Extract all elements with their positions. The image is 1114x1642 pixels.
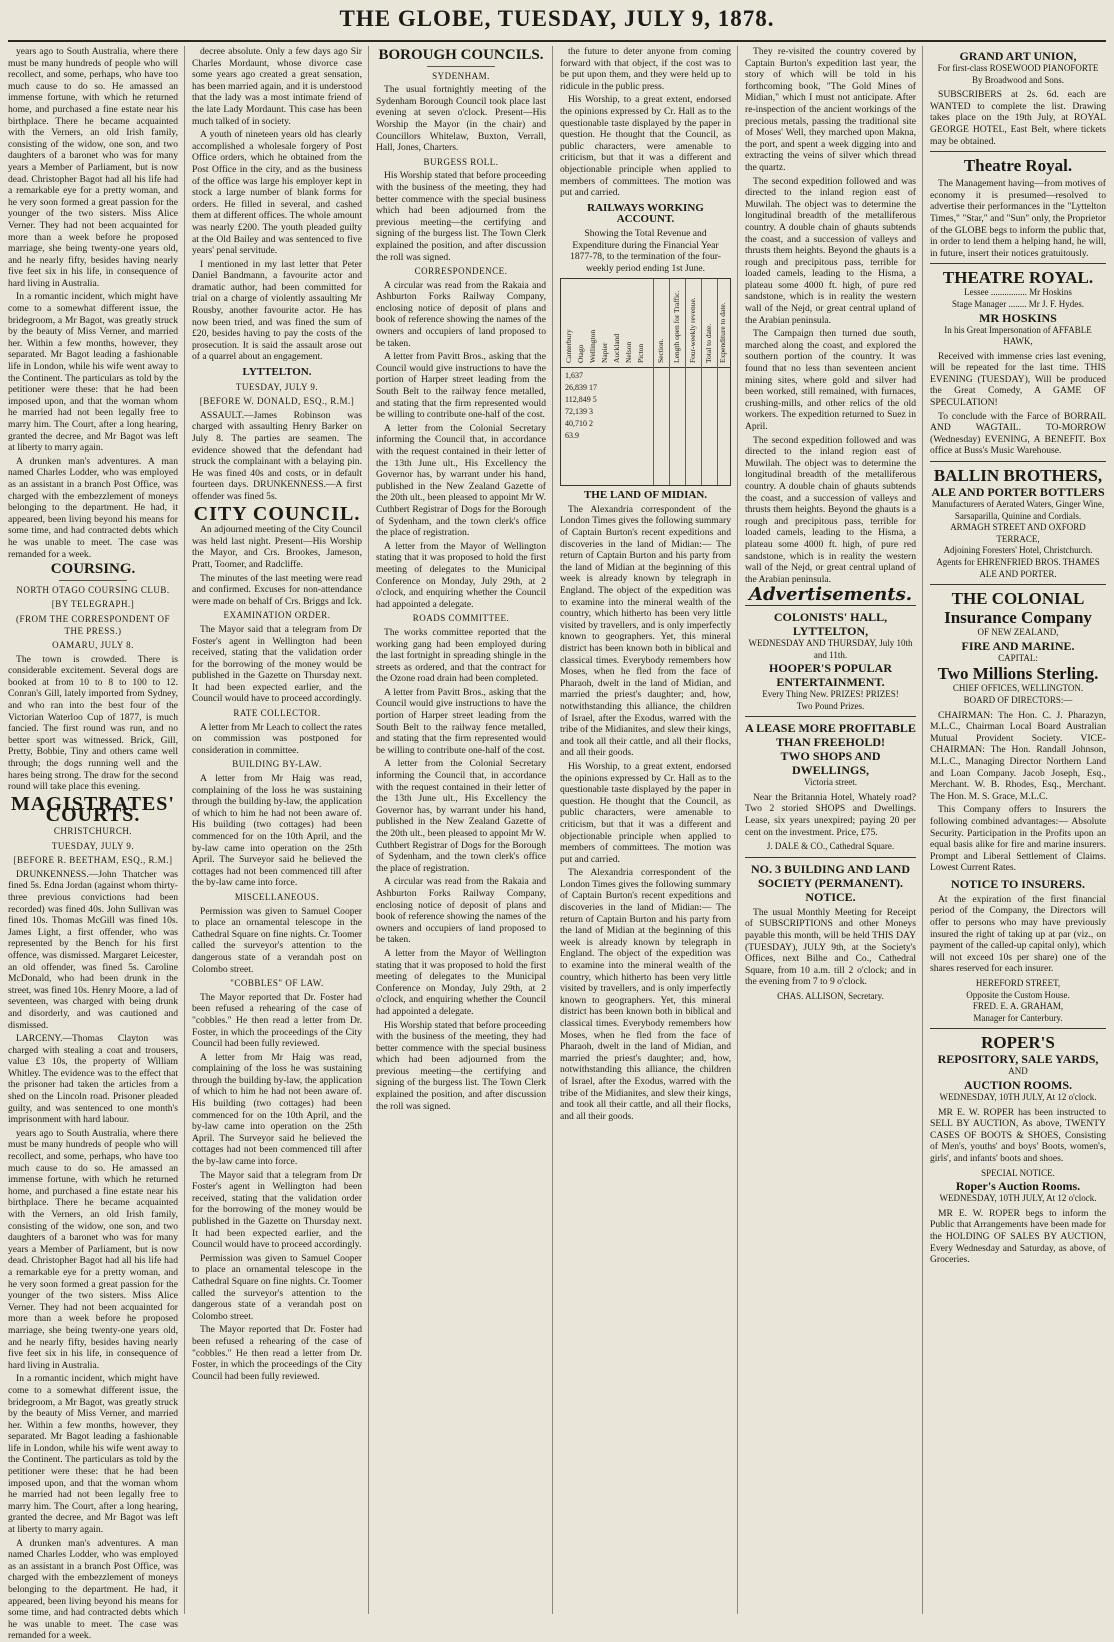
section-subheading: MISCELLANEOUS. xyxy=(234,891,320,902)
article-text: A circular was read from the Rakaia and Ashburton Forks Railway Company, enclosing notice of deposit of plans and book of reference showing the names of the owners and occupiers of land proposed to be taken. xyxy=(376,876,546,946)
article-text: The town is crowded. There is considerable excitement. Several dogs are booked at from 10 to 8 to 100 to 12. Conran's Gill, lately imported from Sydney, and who ran into the best four of the Victorian Waterloo Cup of 1877, is much fancied. The first round was run, and no better sport was witnessed. Brick, Gill, Pretty, Bobbie, Tiny and others came well through; the dogs running well and the hares being strong. The draw for the second round will take place this evening. xyxy=(8,653,178,793)
article-text: A drunken man's adventures. A man named Charles Lodder, who was employed as an assistant in a branch Post Office, was charged with the embezzlement of moneys belonging to the department. He had, it appeared, been living beyond his means for some time, and had contracted debts which he was unable to meet. The case was remanded for a week. xyxy=(8,455,178,560)
theatre-ad xyxy=(930,156,1106,175)
court-date: TUESDAY, JULY 9. xyxy=(235,381,319,392)
divider xyxy=(930,461,1106,462)
ad-line: Opposite the Custom House. xyxy=(966,989,1070,1000)
ad-line: Agents for EHRENFRIED BROS. THAMES ALE AND PORTER. xyxy=(936,557,1100,579)
lyttelton-heading: LYTTELTON. xyxy=(242,366,312,379)
lease-ad xyxy=(745,721,916,789)
ad-line: WEDNESDAY, 10TH JULY, At 12 o'clock. xyxy=(939,1092,1097,1102)
railways-table xyxy=(560,278,731,486)
article-text: His Worship stated that before proceeding with the business of the meeting, they had better commence with the special business which had been adjourned from the previous meeting—the certifying and signing of the burgess list. The Town Clerk explained the position, and after discussion the roll was signed. xyxy=(376,170,546,263)
article-text: His Worship, to a great extent, endorsed the opinions expressed by Cr. Hall as to the questionable taste displayed by the paper in question. He thought that the Council, as public characters, were amenable to criticism, but that it was a different and objectionable principle when applied to members of committees. The motion was put and carried. xyxy=(560,94,731,199)
railways-heading: RAILWAYS WORKING ACCOUNT. xyxy=(587,201,704,226)
ad-heading: ALE AND PORTER BOTTLERS xyxy=(931,485,1105,500)
advertisements-heading: Advertisements. xyxy=(749,584,912,606)
article-text: The Mayor said that a telegram from Dr Foster's agent in Wellington had been received, stating that the validation order for the borrowing of the money would be published in the Gazette on Thursday next. It had been expected earlier, and the Council would have to proceed accordingly. xyxy=(192,623,362,705)
article-text: A letter from the Colonial Secretary informing the Council that, in accordance with the request contained in their letter of the 13th June ult., His Excellency the Governor has, by warrant under his hand, published in the New Zealand Gazette of the 20th ult., been pleased to appoint Mr W. Cuthbert Registrar of Dogs for the Borough of Sydenham, and the town clerk's office the place of registration. xyxy=(376,758,546,874)
table-row-label: Canterbury xyxy=(564,329,573,364)
column-rule xyxy=(922,46,923,1614)
art-union-ad xyxy=(930,49,1106,86)
ad-text: SUBSCRIBERS at 2s. 6d. each are WANTED to complete the list. Drawing takes place on the 19th July, at ROYAL GEORGE HOTEL, East Belt, where tickets may be obtained. xyxy=(930,89,1106,147)
ad-heading: BALLIN BROTHERS, xyxy=(933,466,1103,486)
insurance-ad xyxy=(930,589,1106,706)
ad-text: CHAIRMAN: The Hon. C. J. Pharazyn, M.L.C., Chairman Local Board Australian Mutual Provident Society. VICE-CHAIRMAN: The Hon. Randall Johnson, M.L.C., Managing Director Northern Land and Loan Company. Jacob Joseph, Esq., Merchant. W. B. Rhodes, Esq., Merchant. The Hon. M. S. Grace, M.L.C. xyxy=(930,709,1106,802)
article-text: A drunken man's adventures. A man named Charles Lodder, who was employed as an assistant in a branch Post Office, was charged with the embezzlement of moneys belonging to the department. He had, it appeared, been living beyond his means for some time, and had contracted debts which he was unable to meet. The case was remanded for a week. xyxy=(8,1537,178,1642)
article-text: A letter from the Colonial Secretary informing the Council that, in accordance with the request contained in their letter of the 13th June ult., His Excellency the Governor has, by warrant under his hand, published in the New Zealand Gazette of the 20th ult., been pleased to appoint Mr W. Cuthbert Registrar of Dogs for the Borough of Sydenham, and the town clerk's office the place of registration. xyxy=(376,422,546,539)
column-4 xyxy=(560,46,731,1614)
column-rule xyxy=(737,46,738,1614)
ad-line: SPECIAL NOTICE. xyxy=(981,1167,1055,1178)
table-column xyxy=(685,279,686,485)
ad-heading: NO. 3 BUILDING AND LAND SOCIETY (PERMANENT). xyxy=(750,861,911,890)
ad-line: Victoria street. xyxy=(804,777,857,788)
ad-heading: ROPER'S xyxy=(981,1033,1055,1053)
ad-line: CHIEF OFFICES, WELLINGTON. xyxy=(952,683,1084,694)
section-subheading: RATE COLLECTOR. xyxy=(233,708,321,719)
table-cell: 72,139 3 xyxy=(565,407,593,417)
section-subheading: "COBBLES" OF LAW. xyxy=(230,978,324,989)
city-council-heading: CITY COUNCIL. xyxy=(193,502,361,525)
ad-line: Two Pound Prizes. xyxy=(796,700,865,711)
column-1 xyxy=(8,46,178,1642)
divider xyxy=(427,66,495,67)
ad-heading: Insurance Company xyxy=(944,608,1092,628)
ad-line: ARMAGH STREET AND OXFORD TERRACE, xyxy=(950,522,1086,544)
ad-heading: A LEASE MORE PROFITABLE THAN FREEHOLD! xyxy=(745,721,916,750)
ad-text: To conclude with the Farce of BORRAIL AND WAGTAIL. TO-MORROW (Wednesday) EVENING, A BENEFIT. Box office at Buss's Music Warehouse. xyxy=(930,410,1106,457)
divider xyxy=(59,580,127,581)
article-text: years ago to South Australia, where there must be many hundreds of people who will recollect, and some, perhaps, who have too much cause to do so. He amassed an immense fortune, with which he returned home, and purchased a fine estate near his birthplace. There he became acquainted with the Verners, an old Irish family, consisting of the widow, one son, and two daughters of a baronet who was for many years a Member of Parliament, but is now dead. Christopher Bagot had all his life had a remarkable eye for a pretty woman, and he very soon formed a great passion for the younger of the two sisters. Miss Alice Verner. They had not been acquainted for more than a week before he proposed marriage, she being twenty-one years old, and he nearly fifty, besides having nearly five feet six in his life, in consequence of hard living in Australia. xyxy=(8,1127,178,1371)
article-text: ASSAULT.—James Robinson was charged with assaulting Henry Barker on July 8. The parties are seamen. The evidence showed that the defendant had struck the complainant with a belaying pin. He was fined 40s and costs, or in default fourteen days. DRUNKENNESS.—A first offender was fined 5s. xyxy=(192,409,362,502)
column-3 xyxy=(376,46,546,1614)
telegraph-line: [BY TELEGRAPH.] xyxy=(51,599,135,610)
table-column-header: Four-weekly revenue. xyxy=(688,297,697,364)
ad-heading: AUCTION ROOMS. xyxy=(963,1078,1072,1092)
article-text: They re-visited the country covered by Captain Burton's expedition last year, the story of which will be told in his forthcoming book, "The Gold Mines of Midian," which I must not anticipate. After re-inspection of the ancient workings of the precious metals, passing the traditional site of Moses' Well, they marched upon Makna, the port, and spent a week digging into and extracting the veins of silver which thread the quartz. xyxy=(745,46,916,173)
divider xyxy=(930,263,1106,264)
ad-line: BOARD OF DIRECTORS:— xyxy=(963,694,1073,705)
section-subheading: ROADS COMMITTEE. xyxy=(412,613,510,624)
article-text: Permission was given to Samuel Cooper to place an ornamental telescope in the Cathedral Square on fine nights. Cr. Toomer called the surveyor's attention to the dangerous state of a verandah post on Colombo street. xyxy=(192,905,362,975)
article-text: The Alexandria correspondent of the London Times gives the following summary of Captain Burton's recent expeditions and discoveries in the land of Midian:— The return of Captain Burton and his party from the land of Midian at the beginning of this week is already known by telegraph in England. The object of the expedition was to examine into the mineral wealth of the country, which hitherto has been very little visited by travellers, and is only imperfectly known to geographers. Yet, this mineral district has been known both in biblical and classical times. Everybody remembers how Moses, when he fled from the face of Pharaoh, dwelt in the land of Midian, and married the priest's daughter; and, how, notwithstanding this alliance, the children of Israel, after the Exodus, warred with the tribe of the Midianites, and slew their kings, and took all their cattle, and all their flocks, and all their goods. xyxy=(560,867,731,1122)
ad-text: The Management having—from motives of economy it is presumed—resolved to advertise their performances in the "Lyttelton Times," "Star," and "Sun" only, the Proprietor of the GLOBE begs to inform the public that, in order to lend them a helping hand, he will, in future, insert their notices gratuitously. xyxy=(930,178,1106,259)
article-text: In a romantic incident, which might have come to a somewhat different issue, the bridegroom, a Mr Bagot, was greatly struck by the beauty of Miss Verner, and married her. Within a few months, however, they separated. Mr Bagot leading a fashionable life in London, while his wife went away to the Continent. The particulars as told by the petitioner were these: that he had been imposed upon, and that the woman whom he married had not been legally free to marry him. The Court, after a long hearing, granted the decree, and Mr Bagot was left at liberty to marry again. xyxy=(8,291,178,454)
court-before: [BEFORE R. BEETHAM, ESQ., R.M.] xyxy=(13,855,173,866)
table-row-label: Auckland xyxy=(612,334,621,364)
divider xyxy=(930,1028,1106,1029)
table-column xyxy=(653,279,654,485)
ad-text: This Company offers to Insurers the following combined advantages:— Absolute Security. Participation in the Profits upon an equal basis alike for fire and marine insurers. Prompt and Liberal Settlement of Claims. Lowest Current Rates. xyxy=(930,804,1106,874)
article-text: A letter from Mr Haig was read, complaining of the loss he was sustaining through the building by-law, the application of which to him he had not been aware of. His building (two cottages) had been commenced for on the 10th April, and the by-law came into operation on the 25th April. The Surveyor said he believed the cottages had not been commenced till after the by-law came into force. xyxy=(192,773,362,889)
divider xyxy=(745,857,916,858)
column-2 xyxy=(192,46,362,1614)
ad-heading: THE COLONIAL xyxy=(951,589,1085,609)
ad-line: In his Great Impersonation of AFFABLE HAWK, xyxy=(944,324,1092,347)
article-text: The minutes of the last meeting were read and confirmed. Excuses for non-attendance were made on behalf of Crs. Briggs and Ick. xyxy=(192,572,362,607)
article-text: An adjourned meeting of the City Council was held last night. Present—His Worship the Mayor, and Crs. Brookes, Jameson, Pratt, Toomer, and Radcliffe. xyxy=(192,524,362,570)
table-cell: 26,839 17 xyxy=(565,383,597,393)
ad-text: At the expiration of the first financial period of the Company, the Directors will offer to persons who may have previously insured the right of taking up at par (viz., on payment of the called-up capital only), which will not exceed 10s per share) one of the shares reserved for each insurer. xyxy=(930,893,1106,975)
ropers-ad xyxy=(930,1033,1106,1103)
article-text: A letter from the Mayor of Wellington stating that it was proposed to hold the first meeting of delegates to the Municipal Conference on Monday, July 29th, at 2 o'clock, and enquiring whether the Council had appointed a delegate. xyxy=(376,947,546,1017)
article-text: A youth of nineteen years old has clearly accomplished a wholesale forgery of Post Office orders, which he obtained from the Post Office in the city, and as the business of the office was large his employer kept in stock a large number of blank forms for orders. He filled in several, and cashed them at different offices. The whole amount was nearly £200. The youth pleaded guilty at the Old Bailey and was sentenced to five years' penal servitude. xyxy=(192,129,362,257)
article-text: A letter from Mr Haig was read, complaining of the loss he was sustaining through the building by-law, the application of which to him he had not been aware of. His building (two cottages) had been commenced for on the 10th April, and the by-law came into operation on the 25th April. The Surveyor said he believed the cottages had not been commenced till after the by-law came into force. xyxy=(192,1051,362,1168)
table-column-header: Section. xyxy=(656,338,665,364)
ad-heading: NOTICE. xyxy=(805,889,856,904)
court-place: CHRISTCHURCH. xyxy=(53,826,133,836)
table-cell: 63.9 xyxy=(565,431,579,441)
table-row-label: Nelson xyxy=(624,342,633,364)
ad-line: Adjoining Foresters' Hotel, Christchurch. xyxy=(943,545,1093,556)
ad-text: The usual Monthly Meeting for Receipt of SUBSCRIPTIONS and other Moneys payable this month, will be held THIS DAY (TUESDAY), JULY 9th, at the Society's Offices, next Bilhe and Co., Cathedral Square, from 10 a.m. till 2 o'clock; and in the evening from 7 to 9 o'clock. xyxy=(745,906,916,988)
article-text: the future to deter anyone from coming forward with that object, if the cost was to be put upon them, and they were held up to ridicule in the public press. xyxy=(560,46,731,92)
ad-heading: GRAND ART UNION, xyxy=(959,49,1077,63)
divider xyxy=(745,716,916,717)
table-column-header: Length open for Traffic. xyxy=(672,290,681,364)
article-text: A circular was read from the Rakaia and Ashburton Forks Railway Company, enclosing notice of deposit of plans and book of reference showing the names of the owners and occupiers of land proposed to be taken. xyxy=(376,279,546,349)
table-row-label: Picton xyxy=(636,344,645,364)
ad-line: CAPITAL: xyxy=(998,652,1038,663)
coursing-heading: COURSING. xyxy=(50,561,136,578)
article-text: Permission was given to Samuel Cooper to place an ornamental telescope in the Cathedral Square on fine nights. Cr. Toomer called the surveyor's attention to the dangerous state of a verandah post on Colombo street. xyxy=(192,1252,362,1322)
table-cell: 1,637 xyxy=(565,371,583,381)
special-notice xyxy=(930,1168,1106,1205)
ad-heading: HOOPER'S POPULAR ENTERTAINMENT. xyxy=(768,661,892,690)
secretary-line xyxy=(745,991,916,1003)
theatre-royal-ad xyxy=(930,268,1106,347)
magistrates-heading: MAGISTRATES' COURTS. xyxy=(11,792,175,827)
article-text: The second expedition followed and was directed to the inland region east of Muwilah. The object was to determine the longitudinal breadth of the metalliferous country. A double chain of ghauts subtends the coast, and a succession of valleys and thrusts them heights. Beyond the ghauts is a rough and precipitous pass, terrible for loaded camels, leading to the Hisma, a plateau some 4000 ft. high, of pure red sandstone, which is in reality the western wall of the Nejd, or great central upland of the Arabian peninsula. xyxy=(745,175,916,326)
article-text: The Mayor said that a telegram from Dr Foster's agent in Wellington had been received, stating that the validation order for the borrowing of the money would be published in the Gazette on Thursday next. It had been expected earlier, and the Council would have to proceed accordingly. xyxy=(192,1169,362,1251)
article-text: I mentioned in my last letter that Peter Daniel Bandmann, a favourite actor and dramatic author, had been committed for trial on a charge of violently assaulting Mr Rousby, another favourite actor. He has now been tried, and was fined the sum of £20, besides having to pay the costs of the prosecution. It is said the assault arose out of a quarrel about an engagement. xyxy=(192,258,362,363)
table-row-label: Napier xyxy=(600,342,609,364)
table-row-label: Otago xyxy=(576,344,585,364)
article-text: DRUNKENNESS.—John Thatcher was fined 5s. Edna Jordan (against whom thirty-three previous convictions had been recorded) was fined 40s. John Sullivan was fined 10s. Thomas McGill was fined 10s. James Light, a first offender, who was represented by the Bench for his first offence, was dismissed. Margaret Leicester, an old offender, was fined 5s. Caroline McDonald, who had been drunk in the street, was fined 10s. Henry Moore, a lad of seventeen, was charged with being drunk and disorderly, and was cautioned and dismissed. xyxy=(8,868,178,1031)
ad-heading: Theatre Royal. xyxy=(963,156,1073,176)
article-text: The works committee reported that the working gang had been employed during the last fortnight in spreading shingle in the streets as ordered, and that the contract for the Ozone road drain had been completed. xyxy=(376,626,546,685)
column-6 xyxy=(930,46,1106,1614)
ad-heading: REPOSITORY, SALE YARDS, xyxy=(937,1052,1099,1067)
ad-line: CHAS. ALLISON, Secretary. xyxy=(777,991,884,1001)
section-subheading: EXAMINATION ORDER. xyxy=(223,610,331,621)
ad-heading: TWO SHOPS AND DWELLINGS, xyxy=(780,749,881,778)
table-cell: 40,710 2 xyxy=(565,419,593,429)
divider xyxy=(930,584,1106,585)
ad-text: MR E. W. ROPER has been instructed to SELL BY AUCTION, As above, TWENTY CASES OF BOOTS & SHOES, Consisting of Men's, youths' and boys' Boots, women's, girls', and infants' boots and shoes. xyxy=(930,1106,1106,1164)
table-column-header: Total to date. xyxy=(704,324,713,364)
ad-heading: THEATRE ROYAL. xyxy=(942,268,1094,288)
ad-text: Received with immense cries last evening, will be repeated for the last time. THIS EVENING (TUESDAY), Will be produced the Great Comedy, A GAME OF SPECULATION! xyxy=(930,350,1106,409)
table-row-label: Wellington xyxy=(588,330,597,364)
table-column xyxy=(701,279,702,485)
article-text: A letter from the Mayor of Wellington stating that it was proposed to hold the first meeting of delegates to the Municipal Conference on Monday, July 29th, at 2 o'clock, and enquiring whether the Council had appointed a delegate. xyxy=(376,540,546,610)
ad-line: WEDNESDAY, 10TH JULY, At 12 o'clock. xyxy=(939,1193,1097,1204)
article-text: His Worship stated that before proceeding with the business of the meeting, they had better commence with the special business which had been adjourned from the previous meeting—the certifying and signing of the burgess list. The Town Clerk explained the position, and after discussion the roll was signed. xyxy=(376,1019,546,1112)
ad-heading: COLONISTS' HALL, LYTTELTON, xyxy=(773,609,888,638)
ad-heading: Roper's Auction Rooms. xyxy=(955,1179,1081,1194)
masthead-rule xyxy=(8,40,1106,42)
article-text: decree absolute. Only a few days ago Sir Charles Mordaunt, whose divorce case some years ago created a great sensation, has been married again, and it is understood that the lady was a most intimate friend of the late Lady Mordaunt. This case has been much talked of in society. xyxy=(192,46,362,127)
article-text: In a romantic incident, which might have come to a somewhat different issue, the bridegroom, a Mr Bagot, was greatly struck by the beauty of Miss Verner, and married her. Within a few months, however, they separated. Mr Bagot leading a fashionable life in London, while his wife went away to the Continent. The particulars as told by the petitioner were these: that he had been imposed upon, and that the woman whom he married had not been legally free to marry him. The Court, after a long hearing, granted the decree, and Mr Bagot was left at liberty to marry again. xyxy=(8,1373,178,1536)
coursing-subheading: NORTH OTAGO COURSING CLUB. xyxy=(16,584,170,595)
article-text: A letter from Mr Leach to collect the rates on commission was postponed for consideration in committee. xyxy=(192,721,362,756)
dateline: OAMARU, JULY 8. xyxy=(52,640,134,651)
ad-line: Stage Manager ........ Mr J. F. Hydes. xyxy=(951,298,1084,309)
column-rule xyxy=(184,46,185,1614)
ad-line: Every Thing New. PRIZES! PRIZES! xyxy=(762,689,899,700)
ad-line: WEDNESDAY AND THURSDAY, July 10th and 11th. xyxy=(748,637,913,660)
article-text: The second expedition followed and was directed to the inland region east of Muwilah. The object was to determine the longitudinal breadth of the metalliferous country. A double chain of ghauts subtends the coast, and a succession of valleys and thrusts them heights. Beyond the ghauts is a rough and precipitous pass, terrible for loaded camels, leading to the Hisma, a plateau some 4000 ft. high, of pure red sandstone, which is in reality the western wall of the Nejd, or great central upland of the Arabian peninsula. xyxy=(745,434,916,585)
ad-line: Manufacturers of Aerated Waters, Ginger Wine, Sarsaparilla, Quinine and Cordials. xyxy=(931,499,1105,521)
ad-line: OF NEW ZEALAND, xyxy=(977,627,1059,638)
ad-text: Near the Britannia Hotel, Whately road? Two 2 storied SHOPS and Dwellings. Lease, six years unexpired; paying 20 per cent on the investment. Price, £75. xyxy=(745,791,916,838)
ad-line: By Broadwood and Sons. xyxy=(972,74,1064,85)
midian-heading: THE LAND OF MIDIAN. xyxy=(583,489,708,502)
hall-ad xyxy=(745,610,916,712)
divider xyxy=(930,151,1106,152)
hereford-ad xyxy=(930,978,1106,1024)
table-column-header: Expenditure to date. xyxy=(718,302,727,364)
ad-line: FRED. E. A. GRAHAM, xyxy=(972,1001,1064,1012)
divider xyxy=(745,605,916,606)
agent-line xyxy=(745,841,916,853)
correspondent-line: (FROM THE CORRESPONDENT OF THE PRESS.) xyxy=(16,613,170,636)
article-text: LARCENY.—Thomas Clayton was charged with stealing a coat and trousers, value £3 10s, the property of William Whitley. The evidence was to the effect that the prisoner had taken the articles from a shed on the Lincoln road. Prisoner pleaded guilty, and was sentenced to one month's imprisonment with hard labour. xyxy=(8,1033,178,1126)
article-text: His Worship, to a great extent, endorsed the opinions expressed by Cr. Hall as to the questionable taste displayed by the paper in question. He thought that the Council, as public characters, were amenable to criticism, but that it was a different and objectionable principle when applied to members of committees. The motion was put and carried. xyxy=(560,760,731,865)
article-text: A letter from Pavitt Bros., asking that the Council would give instructions to have the portion of Harper street leading from the South Belt to the railway fence metalled, and stating that the firm represented would be willing to contribute one-half of the cost. xyxy=(376,351,546,421)
ad-heading: NOTICE TO INSURERS. xyxy=(951,876,1085,891)
ad-line: For first-class ROSEWOOD PIANOFORTE xyxy=(937,63,1099,73)
ad-heading: FIRE AND MARINE. xyxy=(961,638,1075,653)
article-text: The Mayor reported that Dr. Foster had been refused a rehearing of the case of "cobbles." He then read a letter from Dr. Foster, in which the proceedings of the City Council had been fully reviewed. xyxy=(192,1324,362,1382)
table-cell: 112,849 5 xyxy=(565,395,597,405)
ad-line: Lessee ................ Mr Hoskins xyxy=(964,287,1072,298)
borough-councils-heading: BOROUGH COUNCILS. xyxy=(378,47,544,63)
column-rule xyxy=(368,46,369,1614)
article-text: The Campaign then turned due south, marched along the coast, and explored the southern portion of the country. It was found that no less than seventeen ancient mining sites, where gold and silver had been worked, still remained, with furnaces, crushing-mills, and other relics of the old workers. The expedition returned to Suez in April. xyxy=(745,328,916,432)
court-before: [BEFORE W. DONALD, ESQ., R.M.] xyxy=(199,396,355,407)
table-column xyxy=(669,279,670,485)
article-text: The usual fortnightly meeting of the Sydenham Borough Council took place last evening at seven o'clock. Present—His Worship the Mayor (in the chair) and Councillors Whitelaw, Buxton, Verrall, Hall, Jones, Charters. xyxy=(376,84,546,154)
ad-text: MR E. W. ROPER begs to inform the Public that Arrangements have been made for the HOLDING OF SALES BY AUCTION, Every Wednesday and Saturday, as above, of Groceries. xyxy=(930,1207,1106,1266)
ad-line: Manager for Canterbury. xyxy=(973,1012,1063,1023)
article-text: A letter from Pavitt Bros., asking that the Council would give instructions to have the portion of Harper street leading from the South Belt to the railway fence metalled, and stating that the firm represented would be willing to contribute one-half of the cost. xyxy=(376,686,546,756)
ballin-ad xyxy=(930,466,1106,580)
court-date: TUESDAY, JULY 9. xyxy=(51,840,135,851)
ad-heading: Two Millions Sterling. xyxy=(937,664,1099,684)
column-rule xyxy=(552,46,553,1614)
article-text: years ago to South Australia, where there must be many hundreds of people who will recollect, and some, perhaps, who have too much cause to do so. He amassed an immense fortune, with which he returned home, and purchased a fine estate near his birthplace. There he became acquainted with the Verners, an old Irish family, consisting of the widow, one son, and two daughters of a baronet who was for many years a Member of Parliament, but is now dead. Christopher Bagot had all his life had a remarkable eye for a pretty woman, and he very soon formed a great passion for the younger of the two sisters. Miss Alice Verner. They had not been acquainted for more than a week before he proposed marriage, she being twenty-one years old, and he nearly fifty, besides having nearly five feet six in his life, in consequence of hard living in Australia. xyxy=(8,46,178,289)
section-subheading: BURGESS ROLL. xyxy=(423,156,499,167)
section-subheading: BUILDING BY-LAW. xyxy=(232,759,322,770)
masthead: THE GLOBE, TUESDAY, JULY 9, 1878. xyxy=(339,6,775,31)
section-subheading: CORRESPONDENCE. xyxy=(414,266,508,277)
notice-heading xyxy=(930,877,1106,891)
table-caption: Showing the Total Revenue and Expenditure during the Financial Year 1877-78, to the termination of the four-weekly period ending 1st June. xyxy=(570,227,721,274)
section-subheading: SYDENHAM. xyxy=(432,70,490,81)
column-5 xyxy=(745,46,916,1614)
ad-line: J. DALE & CO., Cathedral Square. xyxy=(766,841,895,852)
ad-line: HEREFORD STREET, xyxy=(975,978,1061,989)
article-text: The Alexandria correspondent of the London Times gives the following summary of Captain Burton's recent expeditions and discoveries in the land of Midian:— The return of Captain Burton and his party from the land of Midian at the beginning of this week is already known by telegraph in England. The object of the expedition was to examine into the mineral wealth of the country, which hitherto has been very little visited by travellers, and is only imperfectly known to geographers. Yet, this mineral district has been known both in biblical and classical times. Everybody remembers how Moses, when he fled from the face of Pharaoh, dwelt in the land of Midian, and married the priest's daughter; and, how, notwithstanding this alliance, the children of Israel, after the Exodus, warred with the tribe of the Midianites, and slew their kings, and took all their cattle, and all their flocks, and all their goods. xyxy=(560,503,731,759)
society-ad xyxy=(745,862,916,904)
article-text: The Mayor reported that Dr. Foster had been refused a rehearing of the case of "cobbles." He then read a letter from Dr. Foster, in which the proceedings of the City Council had been fully reviewed. xyxy=(192,991,362,1050)
ad-line: AND xyxy=(1008,1066,1028,1077)
ad-heading: MR HOSKINS xyxy=(979,310,1057,325)
